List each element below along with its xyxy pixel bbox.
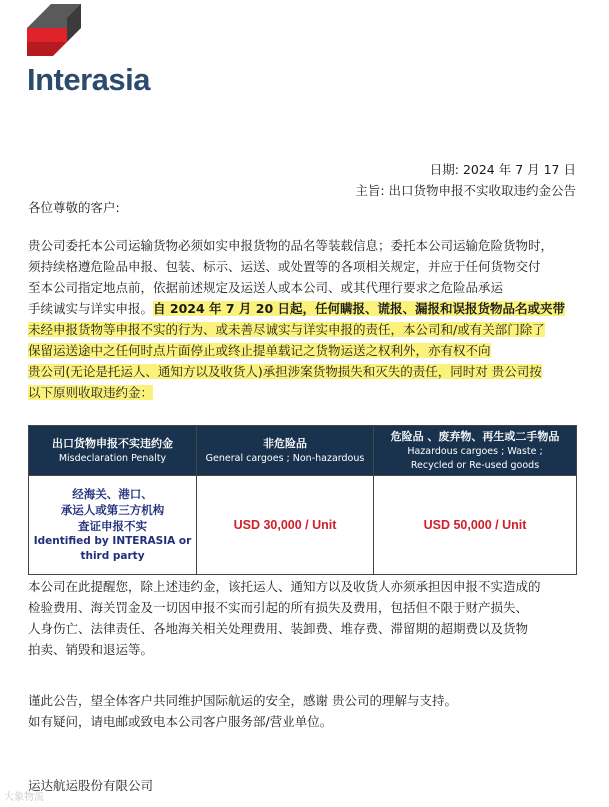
notice-subject: 主旨: 出口货物申报不实收取违约金公告 (355, 183, 576, 198)
highlight-line-7: 贵公司(无论是托运人、通知方以及收货人)承担涉案货物损失和灭失的责任，同时对 贵公司按 (28, 364, 542, 379)
paragraph-1-line-3: 至本公司指定地点前，依据前述规定及运送人或本公司、或其代理行要求之危险品承运 (28, 280, 504, 295)
watermark: 大象物流 (4, 792, 44, 803)
row-label-zh-1: 经海关、港口、 (72, 487, 153, 501)
row-label-zh-2: 承运人或第三方机构 (60, 503, 165, 517)
paragraph-2-line-2: 检验费用、海关罚金及一切因申报不实而引起的所有损失及费用，包括但不限于财产损失、 (28, 600, 529, 615)
paragraph-2-line-4: 拍卖、销毁和退运等。 (28, 642, 154, 657)
table-row (29, 476, 577, 575)
header-general-zh: 非危险品 (263, 436, 307, 450)
paragraph-1-line-2: 须持续格遵危险品申报、包装、标示、运送、或处置等的各项相关规定，并应于任何货物交付 (28, 259, 541, 274)
paragraph-1-line-4 (28, 298, 584, 319)
greeting: 各位尊敬的客户: (28, 200, 120, 215)
header-hazardous-en-2: Recycled or Re-used goods (410, 459, 540, 471)
notice-date: 日期: 2024 年 7 月 17 日 (429, 162, 576, 177)
company-logo (27, 4, 177, 96)
paragraph-3-line-1: 谨此公告，望全体客户共同维护国际航运的安全，感谢 贵公司的理解与支持。 (28, 693, 457, 708)
paragraph-1-line-4-plain: 手续诚实与详实申报。 (28, 301, 154, 316)
general-penalty-value: USD 30,000 / Unit (197, 476, 374, 575)
hazardous-penalty-value: USD 50,000 / Unit (374, 476, 577, 575)
penalty-table (28, 425, 577, 575)
paragraph-1-line-1: 贵公司委托本公司运输货物必须如实申报货物的品名等装载信息；委托本公司运输危险货物时， (28, 238, 554, 253)
highlight-line-8: 以下原则收取违约金： (28, 385, 154, 400)
logo-mark-icon (27, 4, 87, 64)
notice-paragraph-3 (28, 690, 584, 732)
highlight-line-6: 保留运送途中之任何时点片面停止或终止提单载记之货物运送之权利外，亦有权不向 (28, 343, 491, 358)
highlight-line-5: 未经申报货物等申报不实的行为、或未善尽诚实与详实申报的责任，本公司和/或有关部门除了 (28, 322, 545, 337)
highlight-effective-date: 自 2024 年 7 月 20 日起，任何瞒报、谎报、漏报和误报货物品名或夹带 (153, 301, 566, 316)
row-label-zh-3: 查证申报不实 (78, 519, 147, 533)
header-penalty-zh: 出口货物申报不实违约金 (52, 436, 173, 450)
row-label-en-2: third party (80, 550, 145, 562)
notice-paragraph-2 (28, 576, 584, 660)
header-general-en: General cargoes ; Non-hazardous (205, 452, 365, 464)
notice-paragraph-1 (28, 235, 584, 403)
header-hazardous (374, 426, 577, 476)
row-label (29, 476, 197, 575)
header-general (197, 426, 374, 476)
header-hazardous-zh: 危险品 、废弃物、再生或二手物品 (390, 429, 560, 443)
header-penalty-en: Misdeclaration Penalty (58, 452, 167, 464)
row-label-en-1: Identified by INTERASIA or (33, 535, 192, 547)
paragraph-2-line-3: 人身伤亡、法律责任、各地海关相关处理费用、装卸费、堆存费、滞留期的超期费以及货物 (28, 621, 529, 636)
paragraph-3-line-2: 如有疑问，请电邮或致电本公司客户服务部/营业单位。 (28, 714, 333, 729)
penalty-table-header (29, 426, 577, 476)
header-hazardous-en-1: Hazardous cargoes ; Waste ; (407, 445, 543, 457)
logo-text: Interasia (27, 62, 151, 97)
header-penalty (29, 426, 197, 476)
company-signature: 运达航运股份有限公司 (28, 778, 154, 793)
paragraph-2-line-1: 本公司在此提醒您，除上述违约金，该托运人、通知方以及收货人亦须承担因申报不实造成的 (28, 579, 541, 594)
